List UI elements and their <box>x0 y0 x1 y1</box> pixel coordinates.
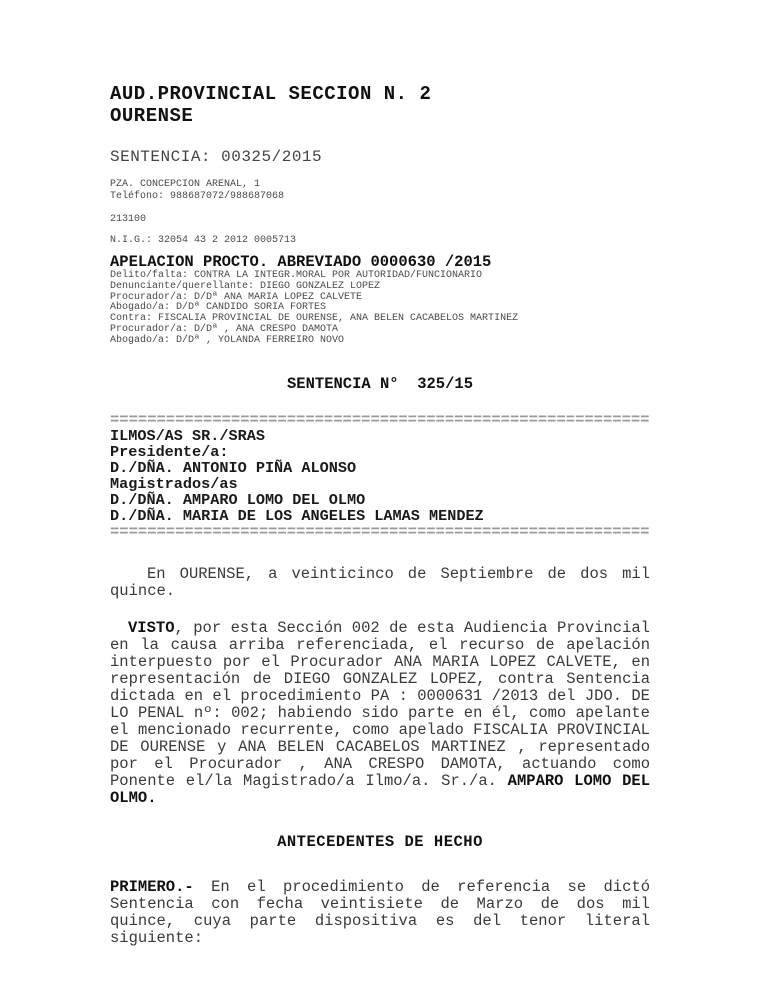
case-info-line-procurador1: Procurador/a: D/Dª ANA MARIA LOPEZ CALVETE <box>110 291 363 303</box>
case-info-block <box>110 271 650 347</box>
case-info-line-contra: Contra: FISCALIA PROVINCIAL DE OURENSE, ANA BELEN CACABELOS MARTINEZ <box>110 313 519 325</box>
visto-lead: VISTO <box>128 619 175 638</box>
primero-paragraph <box>110 879 650 947</box>
court-name-line2: OURENSE <box>110 105 194 127</box>
case-info-line-abogado2: Abogado/a: D/Dª , YOLANDA FERREIRO NOVO <box>110 334 345 346</box>
panel-line-magistrados-label: Magistrados/as <box>110 474 238 493</box>
visto-ponente-name: AMPARO LOMO DEL OLMO. <box>110 772 650 808</box>
visto-paragraph <box>110 620 650 807</box>
case-info-line-procurador2: Procurador/a: D/Dª , ANA CRESPO DAMOTA <box>110 323 339 335</box>
primero-body: En el procedimiento de referencia se dictó Sentencia con fecha veintisiete de Marzo de dos mil quince, cuya parte dispositiva es del tenor literal siguiente: <box>110 878 650 948</box>
nig-number: N.I.G.: 32054 43 2 2012 0005713 <box>110 235 297 246</box>
panel-line-presidente-label: Presidente/a: <box>110 442 229 461</box>
separator-line-bottom: ========================================================== <box>110 524 650 541</box>
court-name-line1: AUD.PROVINCIAL SECCION N. 2 <box>110 83 432 105</box>
panel-line-presidente-name: D./DÑA. ANTONIO PIÑA ALONSO <box>110 458 357 477</box>
separator-line-top: ========================================================== <box>110 411 650 428</box>
court-phone: Teléfono: 988687072/988687068 <box>110 191 285 202</box>
visto-body: , por esta Sección 002 de esta Audiencia Provincial en la causa arriba referenciada, el recurso de apelación interpuesto por el Procurador ANA MARIA LOPEZ CALVETE, en representación de DIEGO GONZALEZ LOPEZ, contra Sentencia dictada en el procedimiento PA : 0000631 /2013 del JDO. DE LO PENAL nº: 002; habiendo sido parte en él, como apelante el mencionado recurrente, como apelado FISCALIA PROVINCIAL DE OURENSE y ANA BELEN CACABELOS MARTINEZ , representado por el Procurador , ANA CRESPO DAMOTA, actuando como Ponente el/la Magistrado/a Ilmo/a. Sr./a. <box>110 619 650 791</box>
place-date-paragraph: En OURENSE, a veinticinco de Septiembre de dos mil quince. <box>110 565 650 601</box>
panel-line-ilmos: ILMOS/AS SR./SRAS <box>110 426 265 445</box>
case-info-line-abogado1: Abogado/a: D/Dª CANDIDO SORIA FORTES <box>110 302 327 314</box>
case-info-line-delito: Delito/falta: CONTRA LA INTEGR.MORAL POR AUTORIDAD/FUNCIONARIO <box>110 270 483 281</box>
panel-line-magistrado2-name: D./DÑA. MARIA DE LOS ANGELES LAMAS MENDEZ <box>110 507 484 526</box>
court-contact-block <box>110 179 650 203</box>
sentencia-reference: SENTENCIA: 00325/2015 <box>110 148 323 166</box>
court-name <box>110 83 650 127</box>
primero-lead: PRIMERO.- <box>110 878 194 897</box>
panel-block <box>110 428 650 525</box>
case-code: 213100 <box>110 214 147 225</box>
case-title: APELACION PROCTO. ABREVIADO 0000630 /2015 <box>110 253 492 271</box>
court-address: PZA. CONCEPCION ARENAL, 1 <box>110 179 261 190</box>
antecedentes-heading: ANTECEDENTES DE HECHO <box>277 833 483 852</box>
judgment-number-heading: SENTENCIA N° 325/15 <box>286 374 474 393</box>
case-info-line-denunciante: Denunciante/querellante: DIEGO GONZALEZ LOPEZ <box>110 280 381 292</box>
panel-line-magistrado1-name: D./DÑA. AMPARO LOMO DEL OLMO <box>110 490 366 509</box>
